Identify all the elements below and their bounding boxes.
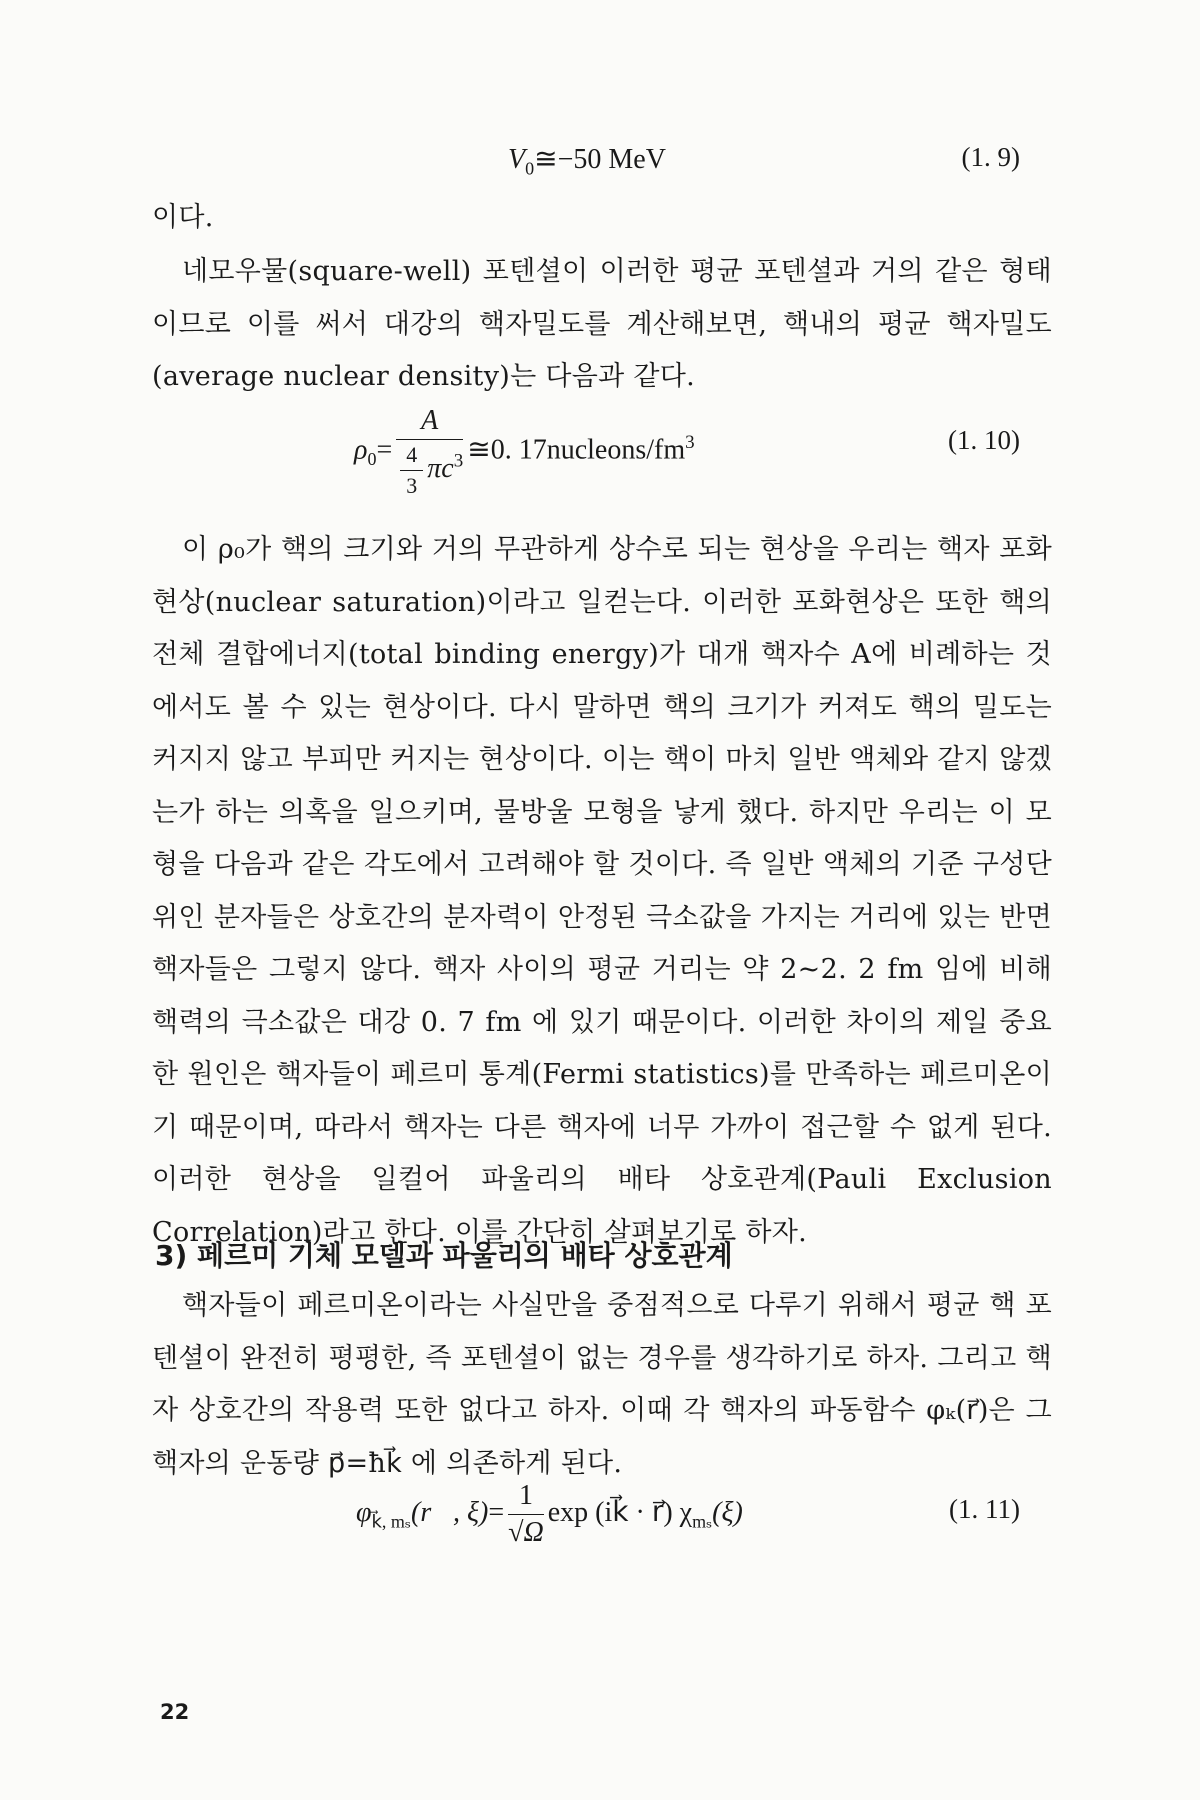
paragraph-4: 핵자들이 페르미온이라는 사실만을 중점적으로 다루기 위해서 평균 핵 포텐셜이 완전히 평평한, 즉 포텐셜이 없는 경우를 생각하기로 하자. 그리고 핵자 상호간의 작용력 또한 없다고 하자. 이때 각 핵자의 파동함수 φₖ(r⃗)은 그 핵자의 운동량 p⃗=ħk⃗ 에 의존하게 된다. (152, 1290, 1052, 1479)
paragraph-3: 이 ρ₀가 핵의 크기와 거의 무관하게 상수로 되는 현상을 우리는 핵자 포화현상(nuclear saturation)이라고 일컫는다. 이러한 포화현상은 또한 핵의 전체 결합에너지(total binding energy)가 대개 핵자수 A에 비례하는 것에서도 볼 수 있는 현상이다. 다시 말하면 핵의 크기가 커져도 핵의 밀도는 커지지 않고 부피만 커지는 현상이다. 이는 핵이 마치 일반 액체와 같지 않겠는가 하는 의혹을 일으키며, 물방울 모형을 낳게 했다. 하지만 우리는 이 모형을 다음과 같은 각도에서 고려해야 할 것이다. 즉 일반 액체의 기준 구성단위인 분자들은 상호간의 분자력이 안정된 극소값을 가지는 거리에 있는 반면 핵자들은 그렇지 않다. 핵자 사이의 평균 거리는 약 2~2. 2 fm 임에 비해 핵력의 극소값은 대강 0. 7 fm 에 있기 때문이다. 이러한 차이의 제일 중요한 원인은 핵자들이 페르미 통계(Fermi statistics)를 만족하는 페르미온이기 때문이며, 따라서 핵자는 다른 핵자에 너무 가까이 접근할 수 없게 된다. 이러한 현상을 일컬어 파울리의 배타 상호관계(Pauli Exclusion Correlation)라고 한다. 이를 간단히 살펴보기로 하자. (152, 534, 1052, 1248)
eq-1-10-inner-den: 3 (406, 473, 418, 498)
eq-1-9-lhs-sub: 0 (525, 158, 535, 179)
eq-1-9-relation: ≅ (534, 144, 558, 175)
paragraph-2: 네모우물(square-well) 포텐셜이 이러한 평균 포텐셜과 거의 같은 형태이므로 이를 써서 대강의 핵자밀도를 계산해보면, 핵내의 평균 핵자밀도(average nuclear density)는 다음과 같다. (152, 256, 1052, 392)
eq-1-10-relation: ≅ (467, 434, 491, 466)
eq-1-10-lhs-sub: 0 (367, 449, 377, 470)
eq-1-11-denominator: √Ω (508, 1517, 544, 1548)
eq-1-11-rhs-tail: (ξ) (712, 1496, 743, 1528)
eq-1-10-pi-c: πc (427, 452, 454, 484)
equation-1-10-body (354, 405, 695, 499)
eq-1-9-rhs: −50 MeV (557, 144, 666, 175)
eq-1-10-inner-num: 4 (400, 442, 423, 471)
eq-1-10-inner-fraction (400, 442, 423, 499)
eq-1-10-numerator: A (396, 405, 463, 440)
eq-1-11-rhs: exp (ik⃗ · r⃗) χ (547, 1496, 693, 1528)
eq-1-10-fraction (396, 405, 463, 499)
page-number: 22 (160, 1700, 190, 1724)
equation-number-1-9: (1. 9) (961, 142, 1020, 172)
eq-1-11-fraction (508, 1480, 544, 1549)
eq-1-11-args: (r⃗, ξ) (411, 1496, 489, 1528)
eq-1-11-equals: = (488, 1496, 505, 1528)
eq-1-11-numerator: 1 (508, 1480, 544, 1515)
equation-number-1-11: (1. 11) (949, 1494, 1020, 1524)
eq-1-11-lhs: φ (356, 1496, 372, 1528)
eq-1-11-lhs-sub: k⃗, mₛ (371, 1511, 411, 1532)
eq-1-10-rhs-sup: 3 (685, 432, 695, 454)
eq-1-10-pi-c-sup: 3 (453, 450, 464, 472)
paragraph-1: 이다. (152, 202, 214, 233)
eq-1-11-rhs-sub: mₛ (692, 1511, 713, 1532)
section-heading: 3) 페르미 기체 모델과 파울리의 배타 상호관계 (155, 1239, 733, 1272)
eq-1-10-denominator (396, 440, 463, 499)
eq-1-10-equals: = (376, 434, 393, 466)
equation-number-1-10: (1. 10) (948, 425, 1020, 455)
equation-1-9-body (508, 142, 666, 180)
eq-1-9-lhs: V (508, 144, 526, 175)
eq-1-10-rhs: 0. 17nucleons/fm (490, 434, 686, 466)
equation-1-11-body (356, 1480, 743, 1549)
eq-1-10-lhs: ρ (354, 434, 368, 466)
